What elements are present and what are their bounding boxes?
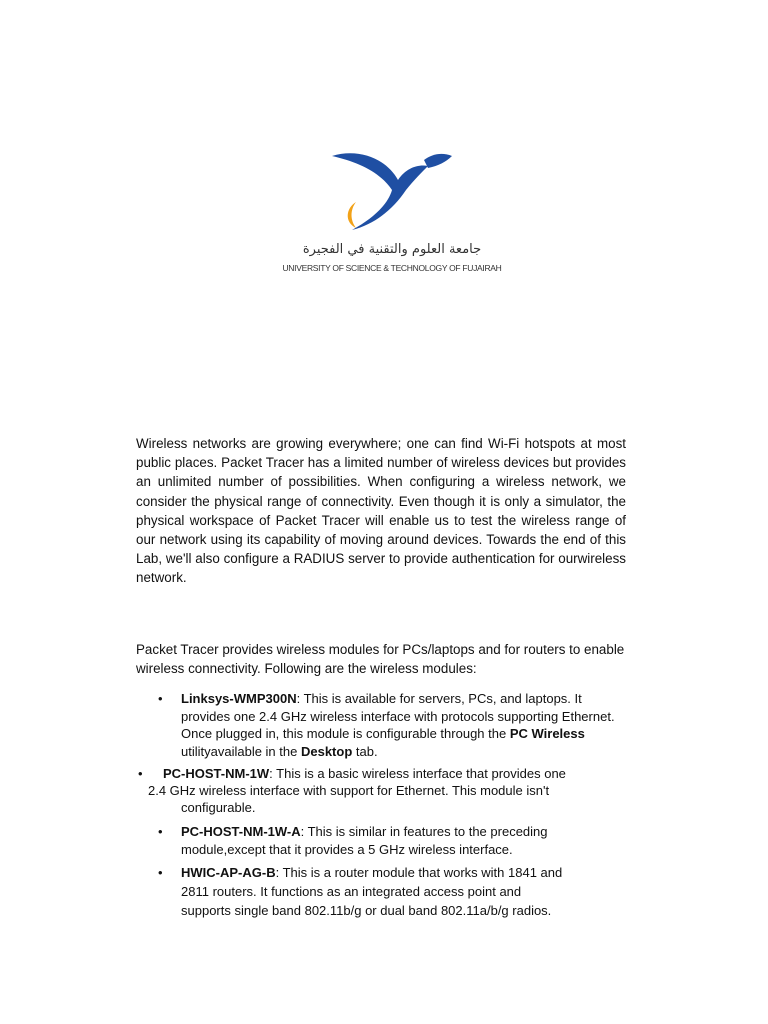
university-logo xyxy=(270,150,510,280)
module-name: PC-HOST-NM-1W xyxy=(163,766,270,781)
module-pc-host-nm-1w-line1: PC-HOST-NM-1W: This is a basic wireless interface that provides one xyxy=(163,766,566,781)
module-name: PC-HOST-NM-1W-A xyxy=(181,824,301,839)
modules-intro-paragraph: Packet Tracer provides wireless modules for PCs/laptops and for routers to enable wireless connectivity. Following are the wireless modules: xyxy=(136,642,625,677)
bullet-1: • xyxy=(158,691,163,706)
bird-logo-icon xyxy=(328,150,454,240)
university-name-arabic: جامعة العلوم والتقنية في الفجيرة xyxy=(302,242,482,257)
module-pc-host-nm-1w-line2: 2.4 GHz wireless interface with support for Ethernet. This module isn't xyxy=(148,783,550,798)
intro-paragraph: Wireless networks are growing everywhere; one can find Wi-Fi hotspots at most public places. Packet Tracer has a limited number of wireless devices but provides an unlimited number of possibilities. When configuring a wireless network, we consider the physical range of connectivity. Even though it is only a simulator, the physical workspace of Packet Tracer will enable us to test the wireless range of our network using its capability of moving around devices. Towards the end of this Lab, we'll also configure a RADIUS server to provide authentication for ourwireless network. xyxy=(136,436,626,586)
module-hwic-ap-ag-b-line1: HWIC-AP-AG-B: This is a router module that works with 1841 and xyxy=(181,865,563,880)
bullet-2: • xyxy=(138,766,143,781)
bullet-4: • xyxy=(158,865,163,880)
bullet-3: • xyxy=(158,824,163,839)
module-name: HWIC-AP-AG-B xyxy=(181,865,276,880)
module-pc-host-nm-1w-line3: configurable. xyxy=(181,800,256,815)
module-pc-host-nm-1w-a: PC-HOST-NM-1W-A: This is similar in features to the preceding module,except that it provides a 5 GHz wireless interface. xyxy=(181,824,548,857)
module-hwic-ap-ag-b-line2: 2811 routers. It functions as an integrated access point and xyxy=(181,884,522,899)
module-linksys-wmp300n: Linksys-WMP300N: This is available for servers, PCs, and laptops. It provides one 2.4 GHz wireless interface with protocols supporting Ethernet. Once plugged in, this module is configurable through the PC Wireless utilityavailable in the Desktop tab. xyxy=(181,691,615,759)
module-hwic-ap-ag-b-line3: supports single band 802.11b/g or dual band 802.11a/b/g radios. xyxy=(181,903,552,918)
module-name: Linksys-WMP300N xyxy=(181,691,297,706)
university-name-english: UNIVERSITY OF SCIENCE & TECHNOLOGY OF FUJAIRAH xyxy=(282,263,502,273)
